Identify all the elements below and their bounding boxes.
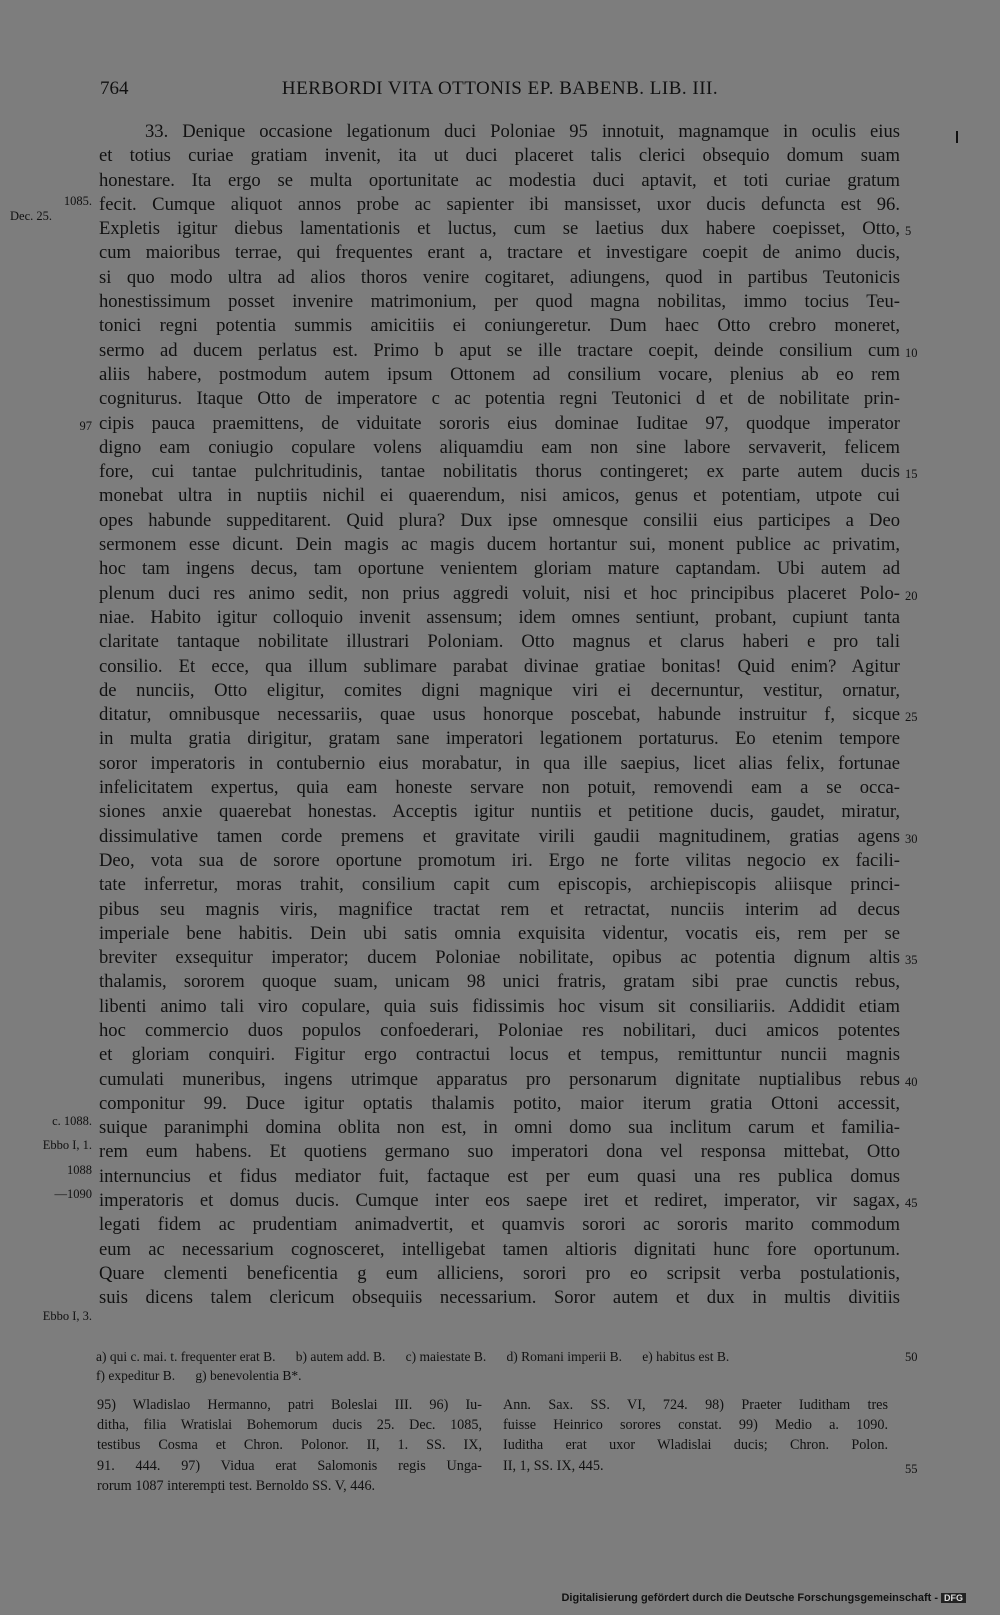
footnotes-right-column xyxy=(503,1395,888,1476)
line-number: 30 xyxy=(905,832,918,846)
footnote-line: 95) Wladislao Hermanno, patri Boleslai III. 96) Iu- xyxy=(97,1397,482,1413)
footnote-line: II, 1, SS. IX, 445. xyxy=(503,1457,604,1474)
text-line: thalamis, sororem quoque suam, unicam 98 unici fratris, gratam sibi prae cunctis rebus, xyxy=(99,971,900,993)
footnote-line: ditha, filia Wratislai Bohemorum ducis 25. Dec. 1085, xyxy=(97,1417,482,1434)
text-line: sermo ad ducem perlatus est. Primo b aput se ille tractare coepit, deinde consilium cum xyxy=(99,339,900,361)
text-line: infelicitatem expertus, quia eam honeste servare non potuit, removendi eam a se occa- xyxy=(99,777,900,799)
text-line: niae. Habito igitur colloquio invenit assensum; idem omnes sentiunt, probant, cupiunt tanta xyxy=(99,606,900,628)
margin-date-start: 1088 xyxy=(67,1163,92,1177)
dfg-logo-icon: DFG xyxy=(941,1593,966,1603)
text-line: hoc commercio duos populos confoederari, Poloniae res nobilitari, duci amicos potentes xyxy=(99,1019,900,1041)
footnote-line: 91. 444. 97) Vidua erat Salomonis regis Unga- xyxy=(97,1457,482,1474)
critical-apparatus xyxy=(96,1347,916,1385)
running-header xyxy=(0,78,1000,104)
margin-note-ref: 97 xyxy=(79,419,92,433)
text-line: eum ac necessarium cognosceret, intelligebat tamen altioris dignitati hunc fore oportunum. xyxy=(99,1238,900,1260)
footnote-line: Ann. Sax. SS. VI, 724. 98) Praeter Iuditham tres xyxy=(503,1397,888,1413)
text-line: libenti animo tali viro copulare, quia suis fidissimis hoc visum sit consiliariis. Addidit etiam xyxy=(99,995,900,1017)
text-line: monebat ultra in nuptiis nichil ei quaerendum, nisi amicos, genus et potentiam, utpote cui xyxy=(99,485,900,507)
text-line: de nunciis, Otto eligitur, comites digni magnique viri ei decernuntur, vestitur, ornatur, xyxy=(99,679,900,701)
text-line: claritate tantaque nobilitate illustrari Poloniam. Otto magnus et clarus haberi e pro tali xyxy=(99,631,900,653)
text-line: cumulati muneribus, ingens utrimque apparatus pro personarum dignitate nuptialibus rebus xyxy=(99,1068,900,1090)
text-line: si quo modo ultra ad alios thoros venire cogitaret, adiungens, quod in partibus Teutonicis xyxy=(99,266,900,288)
margin-date: c. 1088. xyxy=(52,1114,92,1128)
footnote-line: fuisse Heinrico sorores constat. 99) Medio a. 1090. xyxy=(503,1417,888,1434)
footer-text: Digitalisierung gefördert durch die Deutsche Forschungsgemeinschaft - xyxy=(561,1592,938,1604)
margin-source: Ebbo I, 3. xyxy=(42,1309,92,1323)
line-number: 25 xyxy=(905,710,918,724)
text-line: cogniturus. Itaque Otto de imperatore c ac potentia regni Teutonici d et de nobilitate prin- xyxy=(99,388,900,410)
text-line: honestare. Ita ergo se multa oportunitate ac modestia duci aptavit, et toti curiae gratum xyxy=(99,169,900,191)
text-line: suique paranimphi domina oblita non est, in omni domo sua inclitum carum et familia- xyxy=(99,1117,900,1139)
text-line: et gloriam conquiri. Figitur ergo contractui locus et tempus, remittuntur nuncii magnis xyxy=(99,1044,900,1066)
text-line: digno eam coniugio copulare volens aliquamdiu eam non sine labore servaverit, felicem xyxy=(99,436,900,458)
line-number: 50 xyxy=(905,1350,918,1364)
margin-source: Ebbo I, 1. xyxy=(42,1138,92,1152)
line-number: 20 xyxy=(905,589,918,603)
line-number: 10 xyxy=(905,346,918,360)
footnotes-left-column xyxy=(97,1395,482,1496)
text-line: rem eum habens. Et quotiens germano suo imperatori dona vel responsa mittebat, Otto xyxy=(99,1141,900,1163)
text-line: breviter exsequitur imperator; ducem Poloniae nobilitate, opibus ac potentia dignum altis xyxy=(99,947,900,969)
text-line: componitur 99. Duce igitur optatis thalamis potito, maior iterum gratia Ottoni accessit, xyxy=(99,1092,900,1114)
text-line: cipis pauca praemittens, de viduitate sororis eius dominae Iuditae 97, quodque imperator xyxy=(99,412,900,434)
text-line: consilio. Et ecce, qua illum sublimare parabat divinae gratiae bonitas! Quid enim? Agitur xyxy=(99,655,900,677)
running-title: HERBORDI VITA OTTONIS EP. BABENB. LIB. III. xyxy=(281,78,719,99)
text-line: siones anxie quaerebat honestas. Acceptis igitur nuntiis et petitione ducis, gaudet, miratur, xyxy=(99,801,900,823)
margin-date-year: 1085. xyxy=(63,194,92,208)
text-line: honestissimum posset invenire matrimonium, per quod magna nobilitas, immo tocius Teu- xyxy=(99,291,900,313)
main-text xyxy=(99,120,900,1311)
text-line: dissimulative tamen corde premens et gravitate virili gaudii magnitudinem, gratias agens xyxy=(99,825,900,847)
text-line: plenum duci res animo sedit, non prius aggredi voluit, nisi et hoc principibus placeret Polo- xyxy=(99,582,900,604)
line-number: 15 xyxy=(905,467,918,481)
text-line: et totius curiae gratiam invenit, ita ut duci placeret talis clerici obsequio domum suam xyxy=(99,145,900,167)
text-line: Quare clementi beneficentia g eum alliciens, sorori pro eo scripsit verba postulationis, xyxy=(99,1262,900,1284)
text-line: Deo, vota sua de sorore oportune promotum iri. Ergo ne forte vilitas negocio ex facili- xyxy=(99,849,900,871)
page-number: 764 xyxy=(100,78,129,99)
margin-date-end: —1090 xyxy=(54,1187,92,1201)
text-line: 33. Denique occasione legationum duci Poloniae 95 innotuit, magnamque in oculis eius xyxy=(145,121,900,142)
footer-credit xyxy=(561,1592,966,1604)
footnote-line: Iuditha erat uxor Wladislai ducis; Chron. Polon. xyxy=(503,1437,888,1454)
margin-date-day: Dec. 25. xyxy=(10,209,52,223)
line-number: 5 xyxy=(905,224,912,238)
scan-speck xyxy=(956,131,958,143)
text-line: tonici regni potentia summis amicitiis ei coniungeretur. Dum haec Otto crebro moneret, xyxy=(99,315,900,337)
text-line: imperatoris et domus ducis. Cumque inter eos saepe iret et rediret, imperator, vir sagax, xyxy=(99,1190,900,1212)
footnote-line: testibus Cosma et Chron. Polonor. II, 1. SS. IX, xyxy=(97,1437,482,1454)
text-line: opes habunde suppeditarent. Quid plura? Dux ipse omnesque consilii eius participes a Deo xyxy=(99,509,900,531)
footnote-line: rorum 1087 interempti test. Bernoldo SS. V, 446. xyxy=(97,1477,376,1494)
text-line: in multa gratia dirigitur, gratam sane imperatori legationem portaturus. Eo etenim tempore xyxy=(99,728,900,750)
text-line: suis dicens talem clericum obsequiis necessarium. Soror autem et dux in multis divitiis xyxy=(99,1287,900,1309)
line-number: 35 xyxy=(905,953,918,967)
text-line: soror imperatoris in contubernio eius morabatur, in qua ille saepius, licet alias felix, fortunae xyxy=(99,752,900,774)
text-line: aliis habere, postmodum autem ipsum Ottonem ad consilium vocare, plenius ab eo rem xyxy=(99,363,900,385)
text-line: ditatur, omnibusque necessariis, quae usus honorque poscebat, habunde instruitur f, sicque xyxy=(99,704,900,726)
line-number: 40 xyxy=(905,1075,918,1089)
text-line: Expletis igitur diebus lamentationis et luctus, cum se laetius dux habere coepisset, Otto, xyxy=(99,218,900,240)
text-line: hoc tam ingens decus, tam oportune venientem gloriam mature captandam. Ubi autem ad xyxy=(99,558,900,580)
text-line: internuncius et fidus mediator fuit, factaque est per eum quasi una res publica domus xyxy=(99,1165,900,1187)
line-number: 55 xyxy=(905,1462,918,1476)
text-line: pibus seu magnis viris, magnifice tractat rem et retractat, nunciis interim ad decus xyxy=(99,898,900,920)
apparatus-line: a) qui c. mai. t. frequenter erat B. b) autem add. B. c) maiestate B. d) Romani imperii B. e) habitus est B. xyxy=(96,1349,730,1364)
text-line: imperiale bene habitis. Dein ubi satis omnia exquisita videntur, vocatis eis, rem per se xyxy=(99,922,900,944)
text-line: sermonem esse dicunt. Dein magis ac magis ducem hortantur sui, monent publice ac privatim, xyxy=(99,534,900,556)
text-line: fecit. Cumque aliquot annos probe ac sapienter ibi mansisset, uxor ducis defuncta est 96. xyxy=(99,193,900,215)
line-number: 45 xyxy=(905,1196,918,1210)
text-line: fore, cui tantae pulchritudinis, tantae nobilitatis thorus contingeret; ex parte autem ducis xyxy=(99,461,900,483)
apparatus-line: f) expeditur B. g) benevolentia B*. xyxy=(96,1368,302,1383)
text-line: tate inferretur, moras trahit, consilium capit cum episcopis, archiepiscopis aliisque princi- xyxy=(99,874,900,896)
text-line: legati fidem ac prudentiam animadvertit, et quamvis sorori ac sororis marito commodum xyxy=(99,1214,900,1236)
text-line: cum maioribus terrae, qui frequentes erant a, tractare et investigare coepit de animo ducis, xyxy=(99,242,900,264)
